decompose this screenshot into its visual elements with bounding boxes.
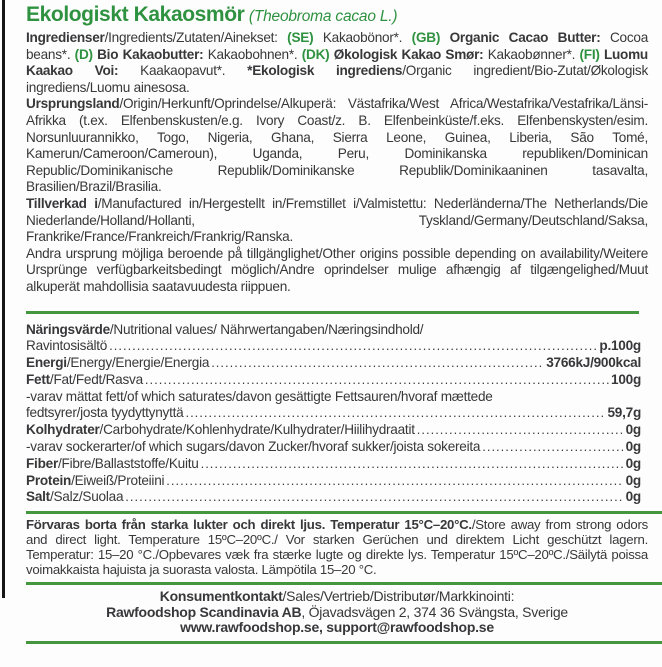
dot-leader	[201, 456, 624, 473]
nutrition-row-name	[26, 355, 209, 372]
latin-name: (Theobroma cacao L.)	[248, 8, 398, 25]
text-segment: /Organic ingredient/Bio-Zutat/Økologisk ingrediens/Luomu ainesosa.	[26, 63, 648, 95]
text-segment: /Ingredients/Zutaten/Ainekset:	[104, 30, 288, 45]
contact-block	[26, 589, 648, 635]
other-origins-paragraph	[26, 246, 648, 296]
text-segment: Cocoa beans*.	[26, 30, 649, 62]
text-segment: (DK)	[301, 46, 330, 62]
text-segment: Fiber	[26, 455, 58, 471]
text-segment: Konsumentkontakt	[159, 588, 283, 605]
nutrition-row-name	[26, 489, 123, 506]
text-segment: (FI)	[579, 46, 600, 62]
title-row	[26, 3, 648, 29]
nutrition-row	[26, 456, 641, 473]
text-segment: Luomu Kaakao Voi:	[26, 46, 648, 79]
text-segment: Ursprungsland	[26, 96, 120, 112]
text-segment: /Origin/Herkunft/Oprindelse/Alkuperä: Västafrika/West Africa/Westafrika/Vestafrika/Länsi-Afrikka (t.ex. Elfenbenskusten/e.g. Ivory Coast/z. B. Elfenbeinküste/f.eks. Elfenbenskysten/esim. Norsunluurannikko, Togo, Nigeria, Ghana, Sierra Leone, Guinea, Liberia, São Tomé, Kamerun/Cameroon/Cameroun), Uganda, Peru, Dominikanska republiken/Dominican Republic/Dominikanische Republik/Dominikanske Republik/Dominikaaninen tasavalta, Brasilien/Brazil/Brasilia.	[26, 96, 648, 195]
dot-leader	[145, 372, 609, 389]
text-segment: Kakaobønner*.	[483, 46, 580, 62]
dot-leader	[417, 422, 624, 439]
nutrition-bottom-rule	[26, 511, 662, 514]
text-segment: Rawfoodshop Scandinavia AB	[106, 603, 302, 620]
dot-leader	[185, 405, 605, 422]
text-segment	[440, 30, 449, 45]
text-segment: Ingredienser	[26, 30, 105, 45]
storage-bottom-rule	[26, 582, 662, 585]
nutrition-row-value: 0g	[625, 455, 641, 471]
text-segment: Energi	[26, 355, 67, 371]
nutrition-row-value: 0g	[625, 472, 641, 488]
text-segment: /Store away from strong odors and direct light. Temperature 15ºC–20ºC./ Vor starken Gerüchen und direktem Licht geschützt lagern. Temperatur: 15–20 °C./Opbevares væk fra stærke lugte og direkte lys. Temperatur 15ºC–20ºC./Säilytä poissa voimakkaista hajuista ja suorasta valosta. Lämpötila 15–20 °C.	[26, 517, 648, 577]
nutrition-row-label	[26, 389, 641, 406]
nutrition-row	[26, 439, 641, 456]
nutrition-row-name	[26, 473, 164, 490]
text-segment: Protein	[26, 472, 72, 488]
text-segment: Näringsvärde	[26, 321, 110, 337]
text-segment: /Sales/Vertrieb/Distributør/Markkinointi:	[282, 588, 515, 605]
text-segment: Kakaobönor*.	[313, 30, 412, 45]
text-segment: (D)	[74, 46, 93, 62]
nutrition-row-name: fedtsyrer/josta tyydyttynyttä	[26, 405, 184, 421]
nutrition-row	[26, 422, 641, 439]
origin-paragraph	[26, 96, 648, 196]
nutrition-row-value: 100g	[611, 371, 641, 387]
nutrition-row-value: 0g	[625, 489, 641, 505]
nutrition-row-name	[26, 372, 143, 389]
text-segment: Fett	[26, 371, 50, 387]
text-segment: /Carbohydrate/Kohlenhydrate/Kulhydrater/Hiilihydraatit	[99, 422, 415, 438]
text-segment: /Energy/Energie/Energia	[66, 355, 210, 371]
dot-leader	[125, 489, 623, 506]
text-segment: Kakaobohnen*.	[203, 46, 302, 62]
text-segment: /Manufactured in/Hergestellt in/Fremstillet i/Valmistettu: Nederländerna/The Netherlands/Die Niederlande/Holland/Hollanti, Tyskland/Germany/Deutschland/Saksa, Frankrike/France/Frankreich/Frankrig/Ranska.	[26, 195, 648, 245]
text-segment: /Eiweiß/Proteiini	[71, 472, 165, 488]
nutrition-row	[26, 489, 641, 506]
text-segment: Økologisk Kakao Smør:	[333, 46, 484, 62]
contact-line	[26, 589, 648, 604]
storage-paragraph	[26, 518, 648, 577]
nutrition-row	[26, 355, 641, 372]
text-segment: Salt	[26, 489, 50, 505]
text-segment: Bio Kakaobutter:	[97, 46, 204, 62]
label-left-border	[2, 0, 5, 598]
nutrition-row-name	[26, 439, 480, 456]
nutrition-row	[26, 473, 641, 490]
text-segment: Förvaras borta från starka lukter och direkt ljus. Temperatur 15°C–20°C.	[26, 517, 472, 533]
nutrition-top-rule	[26, 311, 639, 314]
text-segment: www.rawfoodshop.se, support@rawfoodshop.se	[180, 619, 494, 636]
nutrition-row-value: 0g	[625, 439, 641, 455]
dot-leader	[166, 473, 623, 490]
text-segment: /Salz/Suolaa	[49, 489, 124, 505]
contact-line	[26, 605, 648, 620]
nutrition-row	[26, 338, 641, 355]
dot-leader	[109, 338, 597, 355]
text-segment: /Nutritional values/ Nährwertangaben/Næringsindhold/	[109, 321, 424, 337]
label-bottom-rule	[26, 641, 662, 644]
nutrition-row-value: 59,7g	[607, 405, 641, 421]
text-segment: , Öjavadsvägen 2, 374 36 Svängsta, Sverige	[301, 603, 568, 620]
contact-line	[26, 620, 648, 635]
text-segment: Organic Cacao Butter:	[449, 30, 601, 45]
text-segment: Tillverkad i	[26, 195, 98, 211]
dot-leader	[211, 355, 544, 372]
nutrition-row-label	[26, 322, 641, 339]
text-segment: (GB)	[411, 30, 441, 45]
nutrition-row-value: 0g	[625, 422, 641, 438]
nutrition-row	[26, 372, 641, 389]
nutrition-row-value: 3766kJ/900kcal	[546, 355, 641, 371]
dot-leader	[482, 439, 623, 456]
text-segment: (SE)	[287, 30, 314, 45]
text-segment: /Fibre/Ballaststoffe/Kuitu	[57, 455, 199, 471]
nutrition-row-name	[26, 456, 199, 473]
ingredients-paragraph	[26, 30, 648, 96]
product-title: Ekologiskt Kakaosmör	[26, 3, 245, 26]
text-segment: *Ekologisk ingrediens	[247, 63, 403, 79]
text-segment: Andra ursprung möjliga beroende på tillgänglighet/Other origins possible depending on availability/Weitere Ursprünge verfügbarkeitsbedingt möglich/Andre oprindelser mulige afhængig af tilgængelighed/Muut alkuperät mahdollisia saatavuudesta riippuen.	[26, 245, 648, 294]
nutrition-table	[26, 322, 641, 507]
manufactured-paragraph	[26, 196, 648, 246]
nutrition-row-name	[26, 422, 415, 439]
text-segment: Kaakaopavut*.	[118, 63, 248, 79]
text-segment: Kolhydrater	[26, 422, 100, 438]
nutrition-row	[26, 405, 641, 422]
text-segment: -varav mättat fett/of which saturates/davon gesättigte Fettsauren/hvoraf mættede	[26, 388, 493, 404]
nutrition-row-name: Ravintosisältö	[26, 338, 108, 354]
text-segment: -varav sockerarter/of which sugars/davon Zucker/hvoraf sukker/joista sokereita	[26, 439, 481, 455]
text-segment: /Fat/Fedt/Rasva	[49, 371, 143, 387]
nutrition-row-value: p.100g	[599, 338, 641, 354]
